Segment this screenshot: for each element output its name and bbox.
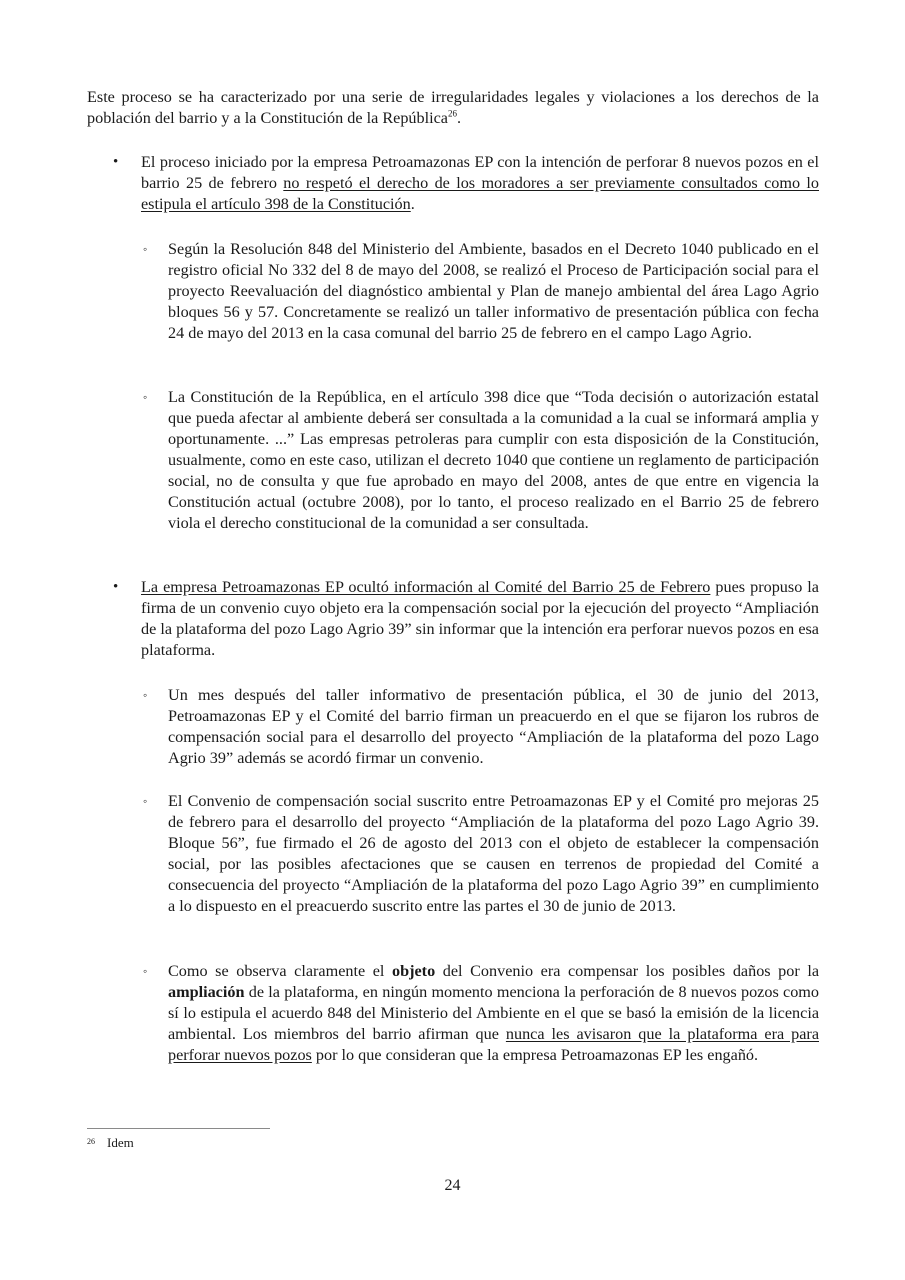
- bold-term-ampliacion: ampliación: [168, 983, 245, 1001]
- sub-bullet-icon: ◦: [143, 242, 148, 256]
- page-number: 24: [444, 1177, 461, 1194]
- sub-bullet-icon: ◦: [143, 688, 148, 702]
- sub-bullet-text: El Convenio de compensación social suscrito entre Petroamazonas EP y el Comité pro mejoras 25 de febrero para el desarrollo del proyecto “Ampliación de la plataforma del pozo Lago Agrio 39. Bloque 56”, fue firmado el 26 de agosto del 2013 con el objeto de establecer la compensación social, por las posibles afectaciones que se causen en terrenos de propiedad del Comité a consecuencia del proyecto “Ampliación de la plataforma del pozo Lago Agrio 39” en cumplimiento a lo dispuesto en el preacuerdo suscrito entre las partes el 30 de junio de 2013.: [168, 792, 819, 915]
- bullet-icon: •: [113, 154, 119, 170]
- underlined-claim: nunca les avisaron que la plataforma era para perforar nuevos pozos: [168, 1025, 819, 1064]
- sub-bullet-text: Como se observa claramente el objeto del Convenio era compensar los posibles daños por la ampliación de la plataforma, en ningún momento menciona la perforación de 8 nuevos pozos como sí lo estipula el acuerdo 848 del Ministerio del Ambiente en el que se basó la emisión de la licencia ambiental. Los miembros del barrio afirman que nunca les avisaron que la plataforma era para perforar nuevos pozos por lo que consideran que la empresa Petroamazonas EP les engañó.: [168, 962, 820, 1064]
- bold-term-objeto: objeto: [392, 962, 436, 980]
- underlined-claim: no respetó el derecho de los moradores a ser previamente consultados como lo estipula el artículo 398 de la Constitución: [141, 174, 819, 213]
- intro-text: Este proceso se ha caracterizado por una serie de irregularidades legales y violaciones a los derechos de la población del barrio y a la Constitución de la República: [87, 88, 819, 127]
- bullet-text: El proceso iniciado por la empresa Petroamazonas EP con la intención de perforar 8 nuevos pozos en el barrio 25 de febrero no respetó el derecho de los moradores a ser previamente consultados como lo estipula el artículo 398 de la Constitución.: [141, 153, 819, 213]
- bullet-text: La empresa Petroamazonas EP ocultó información al Comité del Barrio 25 de Febrero pues propuso la firma de un convenio cuyo objeto era la compensación social por la ejecución del proyecto “Ampliación de la plataforma del pozo Lago Agrio 39” sin informar que la intención era perforar nuevos pozos en esa plataforma.: [141, 578, 819, 659]
- sub-bullet-text: Según la Resolución 848 del Ministerio del Ambiente, basados en el Decreto 1040 publicado en el registro oficial No 332 del 8 de mayo del 2008, se realizó el Proceso de Participación social para el proyecto Reevaluación del diagnóstico ambiental y Plan de manejo ambiental del área Lago Agrio bloques 56 y 57. Concretamente se realizó un taller informativo de presentación pública con fecha 24 de mayo del 2013 en la casa comunal del barrio 25 de febrero en el campo Lago Agrio.: [168, 240, 819, 342]
- sub-bullet-icon: ◦: [143, 794, 148, 808]
- sub-bullet-text: Un mes después del taller informativo de presentación pública, el 30 de junio del 2013, Petroamazonas EP y el Comité del barrio firman un preacuerdo en el que se fijaron los rubros de compensación social para el desarrollo del proyecto “Ampliación de la plataforma del pozo Lago Agrio 39” además se acordó firmar un convenio.: [168, 686, 819, 767]
- footnote-separator: [87, 1128, 270, 1129]
- sub-bullet-text: La Constitución de la República, en el artículo 398 dice que “Toda decisión o autorización estatal que pueda afectar al ambiente deberá ser consultada a la comunidad a la cual se informará amplia y oportunamente. ...” Las empresas petroleras para cumplir con esta disposición de la Constitución, usualmente, como en este caso, utilizan el decreto 1040 que contiene un reglamento de participación social, no de consulta y que fue aprobado en mayo del 2008, antes de que entre en vigencia la Constitución actual (octubre 2008), por lo tanto, el proceso realizado en el Barrio 25 de febrero viola el derecho constitucional de la comunidad a ser consultada.: [168, 388, 819, 532]
- sub-bullet-icon: ◦: [143, 390, 148, 404]
- footnote-text: Idem: [107, 1135, 134, 1150]
- footnote: [87, 1134, 134, 1152]
- bullet-icon: •: [113, 579, 119, 595]
- footnote-reference[interactable]: 26: [447, 108, 457, 119]
- intro-paragraph: Este proceso se ha caracterizado por una serie de irregularidades legales y violaciones a los derechos de la población del barrio y a la Constitución de la República$^{26}$.: [87, 88, 819, 127]
- footnote-number: 26: [87, 1137, 95, 1146]
- underlined-claim: La empresa Petroamazonas EP ocultó información al Comité del Barrio 25 de Febrero: [141, 578, 711, 596]
- sub-bullet-icon: ◦: [143, 964, 148, 978]
